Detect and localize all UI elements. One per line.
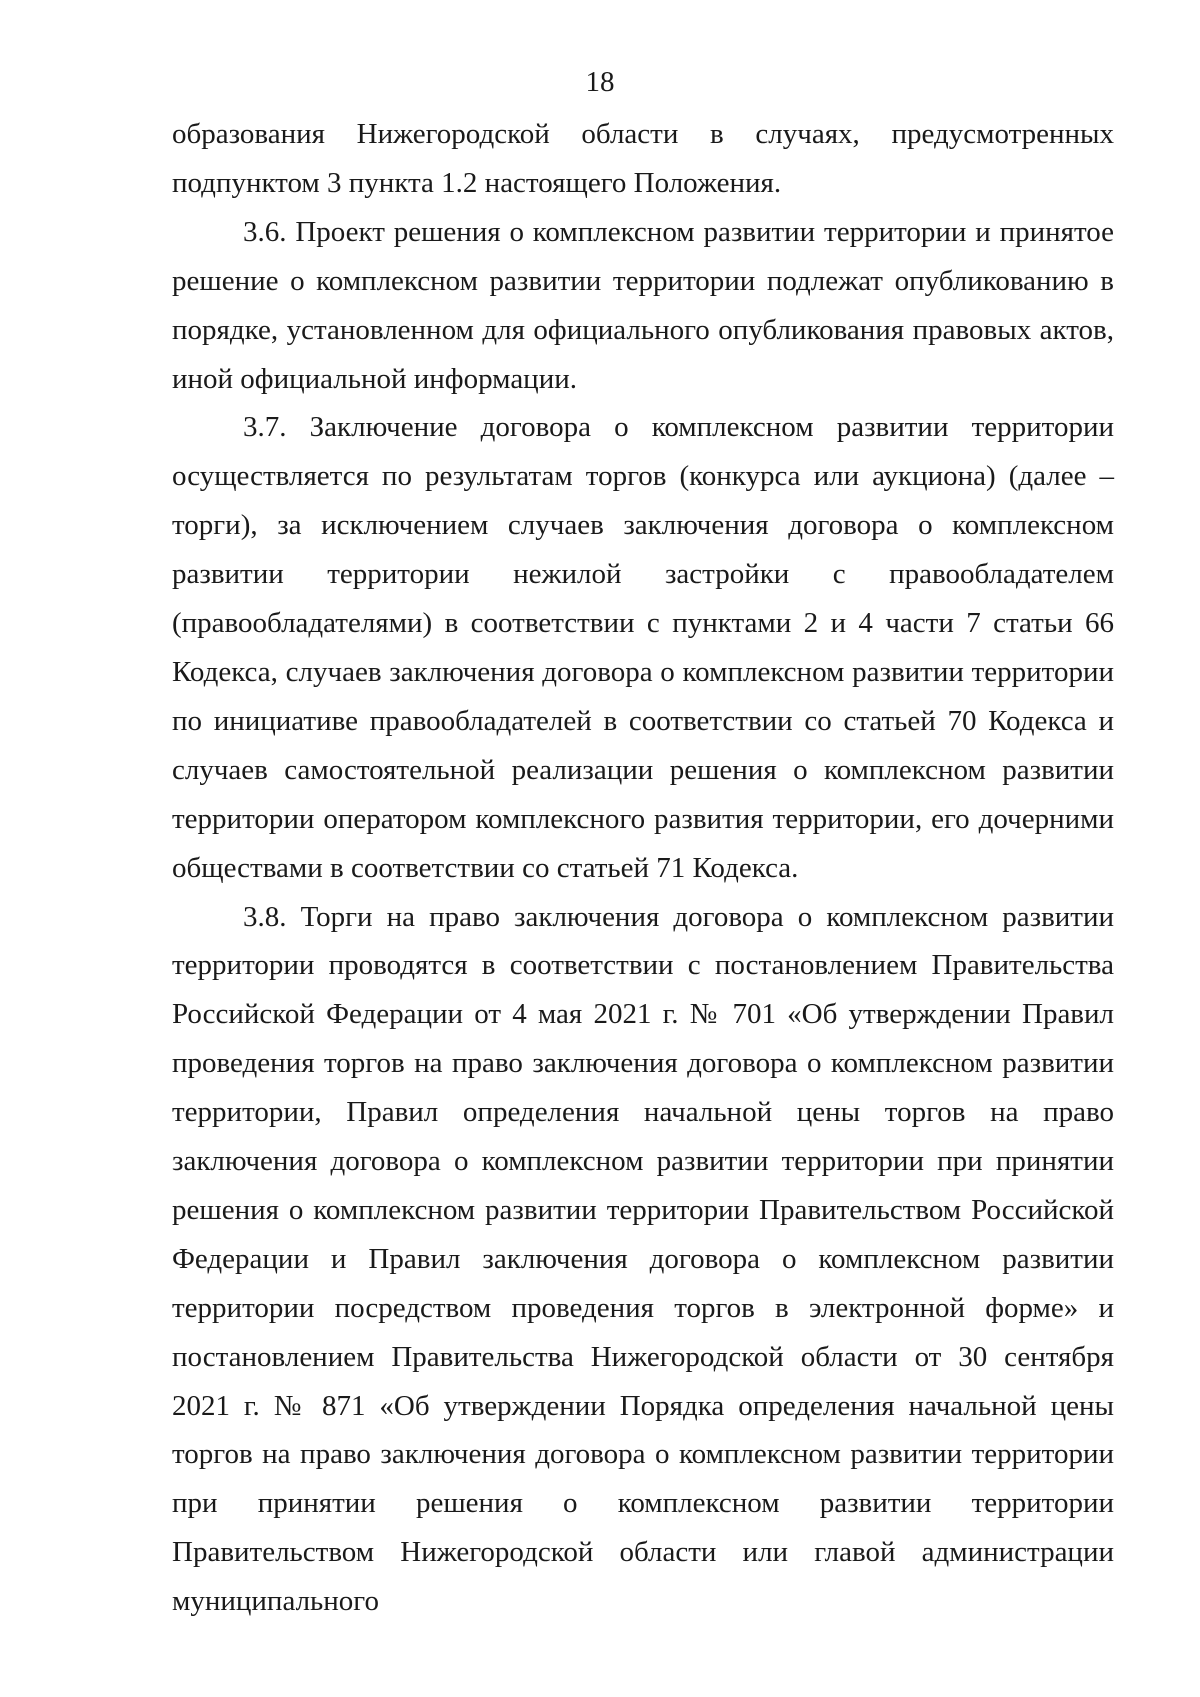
paragraph-3-7: 3.7. Заключение договора о комплексном развитии территории осуществляется по результатам торгов (конкурса или аукциона) (далее – торги), за исключением случаев заключения договора о комплексном развитии территории нежилой застройки с правообладателем (правообладателями) в соответствии с пунктами 2 и 4 части 7 статьи 66 Кодекса, случаев заключения договора о комплексном развитии территории по инициативе правообладателей в соответствии со статьей 70 Кодекса и случаев самостоятельной реализации решения о комплексном развитии территории оператором комплексного развития территории, его дочерними обществами в соответствии со статьей 71 Кодекса. [172, 411, 1114, 884]
paragraph-3-8: 3.8. Торги на право заключения договора о комплексном развитии территории проводятся в соответствии с постановлением Правительства Российской Федерации от 4 мая 2021 г. № 701 «Об утверждении Правил проведения торгов на право заключения договора о комплексном развитии территории, Правил определения начальной цены торгов на право заключения договора о комплексном развитии территории при принятии решения о комплексном развитии территории Правительством Российской Федерации и Правил заключения договора о комплексном развитии территории посредством проведения торгов в электронной форме» и постановлением Правительства Нижегородской области от 30 сентября 2021 г. № 871 «Об утверждении Порядка определения начальной цены торгов на право заключения договора о комплексном развитии территории при принятии решения о комплексном развитии территории Правительством Нижегородской области или главой администрации муниципального [172, 900, 1114, 1618]
paragraph-continuation: образования Нижегородской области в случаях, предусмотренных подпунктом 3 пункта 1.2 настоящего Положения. [172, 118, 1114, 199]
document-body [172, 110, 1114, 1626]
paragraph-3-6: 3.6. Проект решения о комплексном развитии территории и принятое решение о комплексном развитии территории подлежат опубликованию в порядке, установленном для официального опубликования правовых актов, иной официальной информации. [172, 215, 1114, 395]
page-number: 18 [585, 66, 615, 98]
